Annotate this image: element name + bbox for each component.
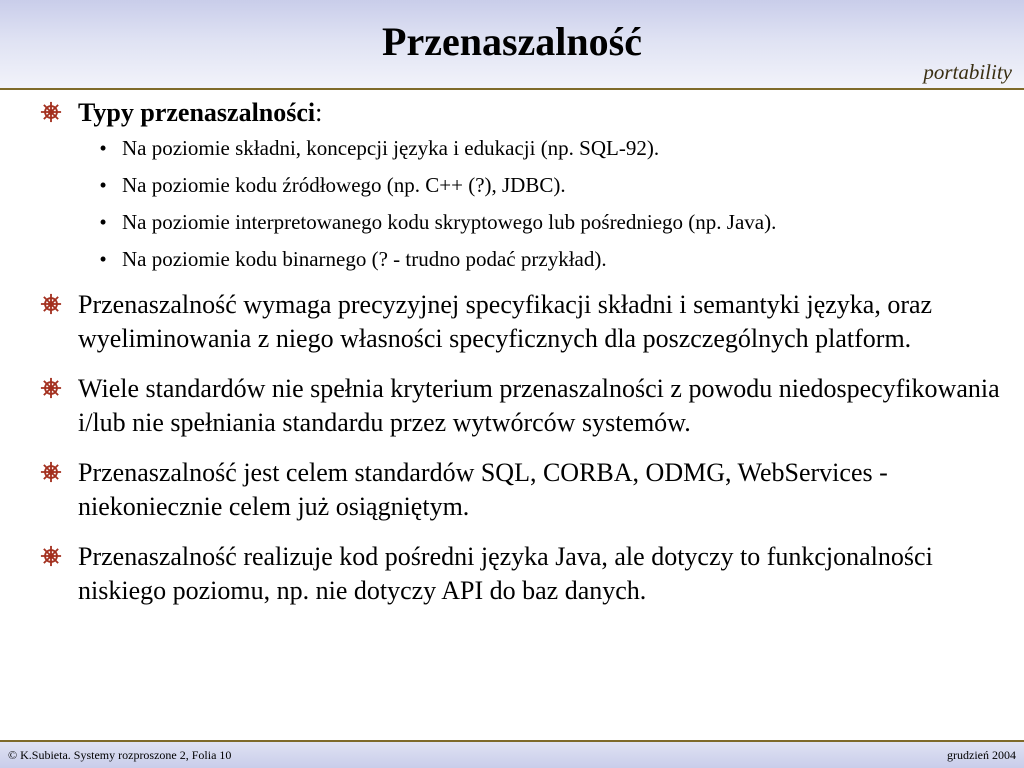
helm-wheel-icon [40,288,78,315]
bullet-text: Wiele standardów nie spełnia kryterium przenaszalności z powodu niedospecyfikowania i/lub nie spełniania standardu przez wytwórców systemów. [78,374,1000,437]
helm-wheel-icon [40,540,78,567]
helm-wheel-icon [40,456,78,483]
footer-date: grudzień 2004 [947,748,1016,762]
footer-copyright: © K.Subieta. Systemy rozproszone 2, Folia 10 [8,748,232,762]
sub-bullet-text: Na poziomie składni, koncepcji języka i edukacji (np. SQL-92). [122,136,660,160]
sub-bullet-text: Na poziomie kodu binarnego (? - trudno podać przykład). [122,247,607,271]
sub-bullet-text: Na poziomie interpretowanego kodu skryptowego lub pośredniego (np. Java). [122,210,777,234]
sub-bullet-list [78,134,776,273]
sub-bullet-text: Na poziomie kodu źródłowego (np. C++ (?), JDBC). [122,173,566,197]
bullet-text: Przenaszalność realizuje kod pośredni języka Java, ale dotyczy to funkcjonalności niskiego poziomu, np. nie dotyczy API do baz danych. [78,542,933,605]
header-divider [0,88,1024,90]
slide-body [40,96,1015,608]
bullet-item [40,456,1015,524]
sub-bullet-item [78,245,776,273]
bullet-item [40,288,1015,356]
bullet-text: Przenaszalność jest celem standardów SQL, CORBA, ODMG, WebServices - niekoniecznie celem już osiągniętym. [78,458,888,521]
slide-subtitle: portability [923,60,1012,84]
sub-bullet-item [78,134,776,162]
bullet-text: Przenaszalność wymaga precyzyjnej specyfikacji składni i semantyki języka, oraz wyeliminowania z niego własności specyficznych dla poszczególnych platform. [78,290,933,353]
bullet-dot-icon: • [99,247,107,271]
bullet-heading-colon: : [315,98,323,127]
slide-header [0,0,1024,88]
bullet-heading: Typy przenaszalności [78,98,316,127]
bullet-text [78,96,776,282]
sub-bullet-item [78,208,776,236]
bullet-item [40,540,1015,608]
bullet-dot-icon: • [99,210,107,234]
sub-bullet-item [78,171,776,199]
bullet-dot-icon: • [99,173,107,197]
bullet-dot-icon: • [99,136,107,160]
slide-footer [0,740,1024,768]
slide-title: Przenaszalność [382,19,642,64]
helm-wheel-icon [40,372,78,399]
helm-wheel-icon [40,96,78,123]
bullet-item [40,372,1015,440]
bullet-item [40,96,1015,282]
